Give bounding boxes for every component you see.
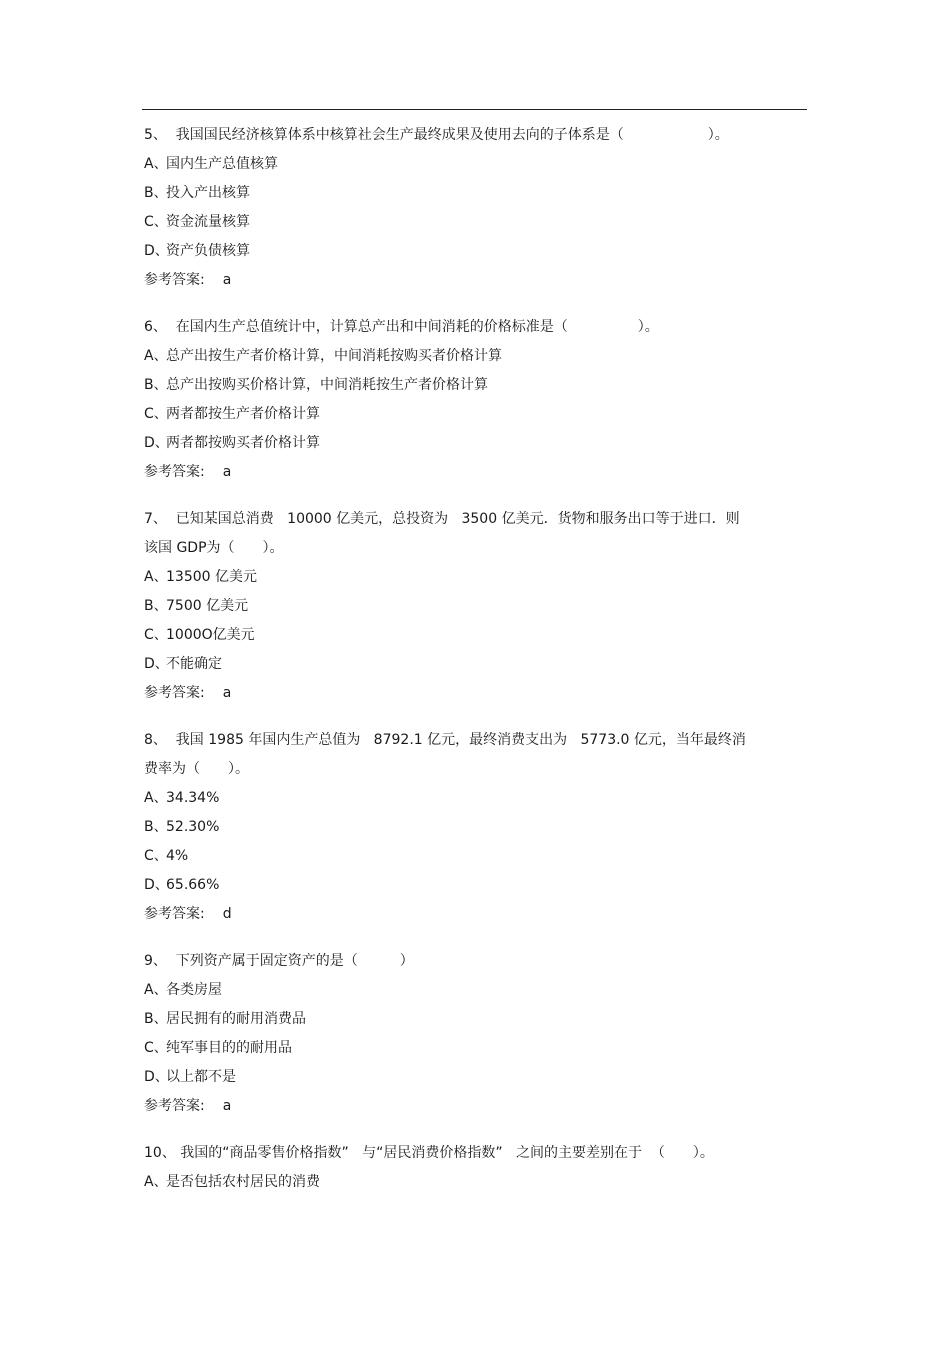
option-text: 65.66%: [166, 877, 220, 893]
option-text: 资金流量核算: [166, 214, 250, 230]
answer-line: [144, 900, 814, 929]
question-text: 6、 在国内生产总值统计中，计算总产出和中间消耗的价格标准是（ ）。: [144, 319, 659, 335]
option-item: [144, 871, 814, 900]
option-item: [144, 650, 814, 679]
answer-value: a: [222, 1098, 232, 1114]
answer-line: [144, 266, 814, 295]
answer-line: [144, 679, 814, 708]
option-item: [144, 371, 814, 400]
option-item: [144, 179, 814, 208]
option-text: 各类房屋: [166, 982, 222, 998]
question-text: 9、 下列资产属于固定资产的是（ ）: [144, 953, 414, 969]
option-letter: C、: [144, 406, 168, 422]
option-text: 投入产出核算: [166, 185, 250, 201]
answer-label: 参考答案:: [144, 1098, 205, 1114]
option-letter: C、: [144, 848, 168, 864]
answer-value: d: [222, 906, 232, 922]
option-text: 以上都不是: [166, 1069, 236, 1085]
question-block: [144, 121, 814, 295]
document-body: [144, 121, 814, 1215]
option-text: 总产出按生产者价格计算，中间消耗按购买者价格计算: [166, 348, 502, 364]
option-item: [144, 429, 814, 458]
option-text: 纯军事目的的耐用品: [166, 1040, 292, 1056]
question-block: [144, 726, 814, 929]
option-letter: B、: [144, 819, 168, 835]
option-item: [144, 1063, 814, 1092]
option-text: 34.34%: [166, 790, 220, 806]
answer-line: [144, 458, 814, 487]
option-item: [144, 237, 814, 266]
answer-line: [144, 1092, 814, 1121]
option-text: 居民拥有的耐用消费品: [166, 1011, 306, 1027]
option-item: [144, 150, 814, 179]
option-item: [144, 342, 814, 371]
question-text: 该国 GDP为（ ）。: [144, 540, 284, 556]
option-letter: D、: [144, 243, 169, 259]
option-text: 13500 亿美元: [166, 569, 257, 585]
option-letter: B、: [144, 377, 168, 393]
option-letter: C、: [144, 627, 168, 643]
option-letter: A、: [144, 790, 168, 806]
option-text: 7500 亿美元: [166, 598, 249, 614]
option-item: [144, 400, 814, 429]
option-letter: B、: [144, 185, 168, 201]
option-letter: D、: [144, 877, 169, 893]
question-text: 8、 我国 1985 年国内生产总值为 8792.1 亿元，最终消费支出为 5773.0 亿元，当年最终消: [144, 732, 746, 748]
question-text: 10、 我国的“商品零售价格指数” 与“居民消费价格指数” 之间的主要差别在于 （ ）。: [144, 1145, 714, 1161]
question-text: 5、 我国国民经济核算体系中核算社会生产最终成果及使用去向的子体系是（ ）。: [144, 127, 729, 143]
option-letter: D、: [144, 435, 169, 451]
question-block: [144, 313, 814, 487]
option-text: 两者都按购买者价格计算: [166, 435, 320, 451]
answer-value: a: [222, 272, 232, 288]
option-text: 资产负债核算: [166, 243, 250, 259]
option-text: 总产出按购买价格计算，中间消耗按生产者价格计算: [166, 377, 488, 393]
answer-label: 参考答案:: [144, 272, 205, 288]
option-text: 不能确定: [166, 656, 222, 672]
option-text: 国内生产总值核算: [166, 156, 278, 172]
option-item: [144, 1168, 814, 1197]
option-text: 是否包括农村居民的消费: [166, 1174, 320, 1190]
question-block: [144, 505, 814, 708]
option-item: [144, 592, 814, 621]
option-item: [144, 563, 814, 592]
question-block: [144, 1139, 814, 1197]
option-letter: A、: [144, 348, 168, 364]
option-letter: B、: [144, 598, 168, 614]
option-item: [144, 621, 814, 650]
option-letter: D、: [144, 1069, 169, 1085]
option-letter: A、: [144, 569, 168, 585]
option-item: [144, 813, 814, 842]
option-item: [144, 842, 814, 871]
option-text: 两者都按生产者价格计算: [166, 406, 320, 422]
answer-label: 参考答案:: [144, 464, 205, 480]
option-item: [144, 976, 814, 1005]
question-block: [144, 947, 814, 1121]
option-item: [144, 784, 814, 813]
question-text: 7、 已知某国总消费 10000 亿美元，总投资为 3500 亿美元．货物和服务出口等于进口．则: [144, 511, 740, 527]
option-text: 4%: [166, 848, 189, 864]
option-letter: B、: [144, 1011, 168, 1027]
question-text: 费率为（ ）。: [144, 761, 249, 777]
option-letter: A、: [144, 156, 168, 172]
option-item: [144, 208, 814, 237]
answer-value: a: [222, 464, 232, 480]
option-item: [144, 1034, 814, 1063]
option-letter: A、: [144, 1174, 168, 1190]
option-letter: C、: [144, 1040, 168, 1056]
header-rule: [142, 109, 807, 110]
option-text: 1000O亿美元: [166, 627, 255, 643]
option-item: [144, 1005, 814, 1034]
option-letter: A、: [144, 982, 168, 998]
option-text: 52.30%: [166, 819, 220, 835]
option-letter: D、: [144, 656, 169, 672]
answer-label: 参考答案:: [144, 906, 205, 922]
answer-label: 参考答案:: [144, 685, 205, 701]
option-letter: C、: [144, 214, 168, 230]
answer-value: a: [222, 685, 232, 701]
